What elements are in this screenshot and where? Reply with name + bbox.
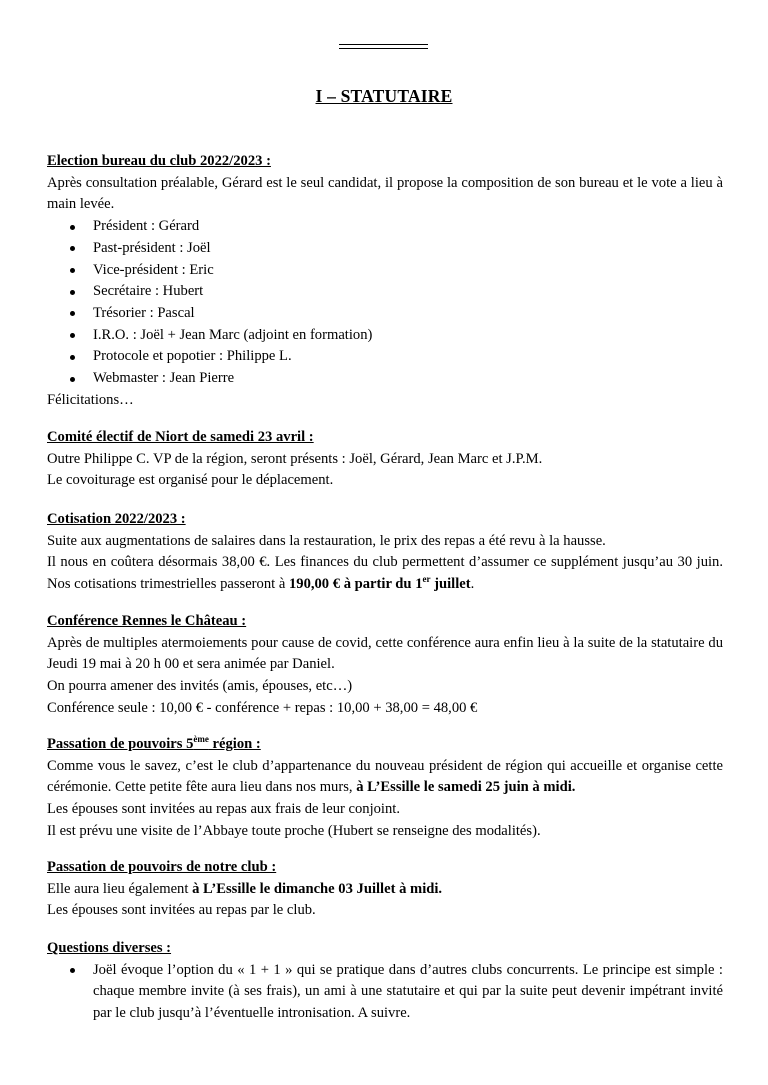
list-item: Président : Gérard <box>47 216 723 238</box>
superscript: er <box>422 574 431 585</box>
paragraph: Après consultation préalable, Gérard est le seul candidat, il propose la composition de son bureau et le vote a lieu à main levée. <box>47 174 723 213</box>
text: . <box>470 576 475 593</box>
section-election <box>47 151 723 411</box>
paragraph: Conférence seule : 10,00 € - conférence + repas : 10,00 + 38,00 = 48,00 € <box>47 699 478 716</box>
list-item: I.R.O. : Joël + Jean Marc (adjoint en formation) <box>47 325 723 347</box>
paragraph: On pourra amener des invités (amis, épouses, etc…) <box>47 678 353 695</box>
section-questions <box>47 938 723 1025</box>
paragraph: Outre Philippe C. VP de la région, seront présents : Joël, Gérard, Jean Marc et J.P.M. <box>47 450 543 467</box>
section-passation-region <box>47 734 723 843</box>
bold-text: à L’Essille le dimanche 03 Juillet à midi. <box>192 880 443 897</box>
bold-text: juillet <box>430 576 471 593</box>
paragraph: Félicitations… <box>47 391 134 408</box>
text: Elle aura lieu également <box>47 880 193 897</box>
text: Il nous en coûtera désormais 38,00 €. Les finances du club permettent d’assumer ce supplément jusqu’au 30 juin. Nos cotisations trimestrielles passeront à <box>47 554 723 593</box>
text: Comme vous le savez, c’est le club d’appartenance du nouveau président de région qui accueille et organise cette cérémonie. Cette petite fête aura lieu dans nos murs, <box>47 757 723 796</box>
section-passation-club <box>47 857 723 922</box>
page-title: I – STATUTAIRE <box>315 86 453 106</box>
paragraph: Le covoiturage est organisé pour le déplacement. <box>47 472 334 489</box>
section-conference <box>47 611 723 720</box>
paragraph <box>47 879 723 901</box>
section-comite <box>47 427 723 492</box>
section-heading: Cotisation 2022/2023 : <box>47 511 186 527</box>
section-heading: Conférence Rennes le Château : <box>47 613 247 629</box>
bureau-list <box>47 216 723 390</box>
heading-text: Passation de pouvoirs 5 <box>47 736 194 752</box>
bold-text: 190,00 € à partir du 1 <box>288 576 423 593</box>
list-item: Protocole et popotier : Philippe L. <box>47 346 723 368</box>
heading-text: région : <box>208 736 261 752</box>
superscript: ème <box>193 734 209 744</box>
paragraph: Il est prévu une visite de l’Abbaye toute proche (Hubert se renseigne des modalités). <box>47 822 541 839</box>
section-heading: Comité électif de Niort de samedi 23 avril : <box>47 429 314 445</box>
top-divider <box>339 44 428 49</box>
list-item: Vice-président : Eric <box>47 260 723 282</box>
section-cotisation <box>47 509 723 596</box>
paragraph <box>47 552 723 595</box>
questions-list <box>47 960 723 1025</box>
paragraph: Suite aux augmentations de salaires dans la restauration, le prix des repas a été revu à la hausse. <box>47 532 606 549</box>
list-item: Webmaster : Jean Pierre <box>47 368 723 390</box>
paragraph: Les épouses sont invitées au repas par le club. <box>47 902 316 919</box>
section-heading: Passation de pouvoirs de notre club : <box>47 859 277 875</box>
section-heading: Questions diverses : <box>47 940 172 956</box>
list-item: Secrétaire : Hubert <box>47 281 723 303</box>
bold-text: à L’Essille le samedi 25 juin à midi. <box>356 779 576 796</box>
list-item: Past-président : Joël <box>47 238 723 260</box>
paragraph: Après de multiples atermoiements pour cause de covid, cette conférence aura enfin lieu à la suite de la statutaire du Jeudi 19 mai à 20 h 00 et sera animée par Daniel. <box>47 634 723 673</box>
list-item: Joël évoque l’option du « 1 + 1 » qui se pratique dans d’autres clubs concurrents. Le principe est simple : chaque membre invite (à ses frais), un ami à une statutaire et qui par la suite peut devenir impétrant invité par le club jusqu’à l’éventuelle intronisation. A suivre. <box>47 960 723 1025</box>
list-item: Trésorier : Pascal <box>47 303 723 325</box>
paragraph <box>47 756 723 799</box>
section-heading <box>47 734 723 756</box>
paragraph: Les épouses sont invitées au repas aux frais de leur conjoint. <box>47 801 400 818</box>
section-heading: Election bureau du club 2022/2023 : <box>47 153 271 169</box>
